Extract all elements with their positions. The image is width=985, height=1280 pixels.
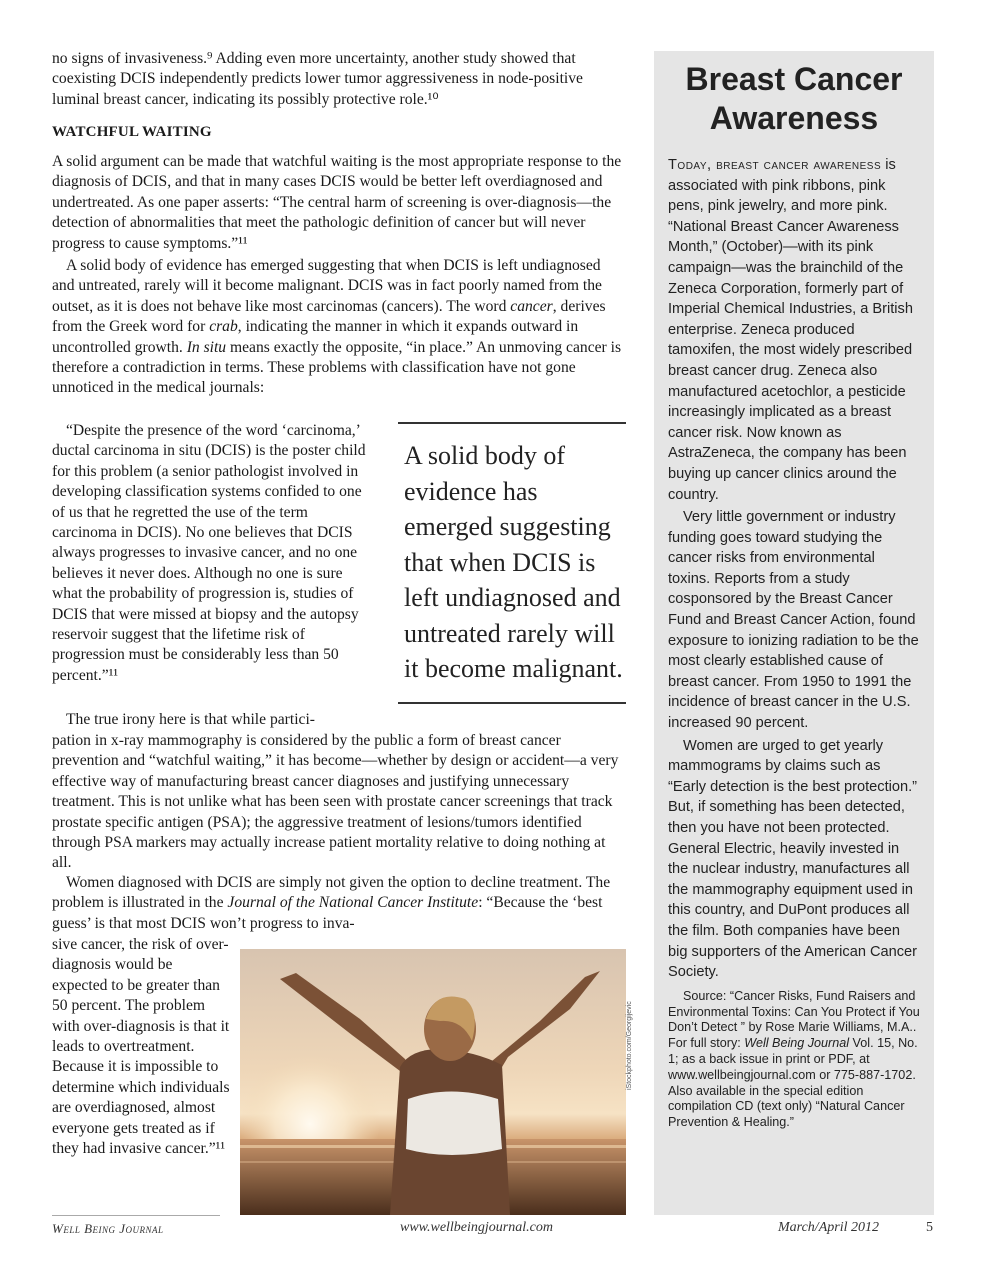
sidebar-title: Breast Cancer Awareness [685, 61, 903, 136]
pull-quote [398, 422, 626, 704]
section-heading: WATCHFUL WAITING [52, 124, 212, 140]
intro-paragraph: no signs of invasiveness.⁹ Adding even more uncertainty, another study showed that coexisting DCIS independently predicts lower tumor aggressiveness in node-positive luminal breast cancer, indicating its possibly protective role.¹⁰ [52, 50, 583, 108]
footer-issue-date: March/April 2012 [778, 1220, 879, 1235]
sidebar-paragraph-2: Very little government or industry funding goes toward studying the cancer risks from environmental toxins. Reports from a study cosponsored by the Breast Cancer Fund and Breast Cancer Action, found exposure to ionizing radiation to be the most clearly established cause of breast cancer. From 1950 to 1991 the incidence of breast cancer in the U.S. increased 90 percent. [668, 509, 919, 732]
paragraph-1: A solid argument can be made that watchful waiting is the most appropriate response to the diagnosis of DCIS, and that in many cases DCIS would be better left overdiagnosed and undertreated. As one paper asserts: “The central harm of screening is over-diagnosis—the detection of abnormalities that meet the pathologic definition of cancer but will never progress to cause symptoms.”¹¹ [52, 153, 622, 252]
paragraph-3-start: The true irony here is that while partici- [66, 711, 315, 728]
paragraph-4-continued: sive cancer, the risk of over-diagnosis would be expected to be greater than 50 percent. The problem with over-diagnosis is that it leads to overtreatment. Because it is impossible to determine which individuals are overdiagnosed, almost everyone gets treated as if they had invasive cancer.”¹¹ [52, 936, 230, 1158]
footer-journal-name: Well Being Journal [52, 1221, 164, 1236]
sidebar-paragraph-3: Women are urged to get yearly mammograms by claims such as “Early detection is the best protection.” But, if something has been detected, then you have not been protected. General Electric, heavily invested in the nuclear industry, manufactures all the mammography equipment used in this country, and DuPont produces all the film. Both companies have been big supporters of the American Cancer Society. [668, 737, 918, 981]
block-quote: “Despite the presence of the word ‘carcinoma,’ ductal carcinoma in situ (DCIS) is the poster child for this problem (a senior pathologist involved in developing classification systems confided to one of us that he regretted the use of the term carcinoma in DCIS). No one believes that DCIS always progresses to invasive cancer, and no one believes it never does. Although no one is sure what the probability of progression is, studies of DCIS that were missed at biopsy and the autopsy reservoir suggest that the lifetime risk of progression must be considerably less than 50 percent.”¹¹ [52, 422, 366, 684]
sidebar-box [654, 51, 934, 1215]
photo-credit: iStockphoto.com/Georgijevic [626, 1001, 633, 1090]
sidebar-source: Source: “Cancer Risks, Fund Raisers and Environmental Toxins: Can You Protect if You Don’t Detect ” by Rose Marie Williams, M.A.. For full story: Well Being Journal Vol. 15, No. 1; as a back issue in print or PDF, at www.wellbeingjournal.com or 775-887-1702. Also available in the special edition compilation CD (text only) “Natural Cancer Prevention & Healing.” [668, 988, 920, 1130]
paragraph-4: Women diagnosed with DCIS are simply not given the option to decline treatment. The problem is illustrated in the Journal of the National Cancer Institute: “Because the ‘best guess’ is that most DCIS won’t progress to inva- [52, 874, 611, 932]
footer-rule [52, 1215, 220, 1216]
pull-quote-text: A solid body of evidence has emerged suggesting that when DCIS is left undiagnosed and untreated rarely will it become malignant. [404, 441, 623, 683]
sunrise-woman-photo [240, 949, 626, 1215]
page-number: 5 [926, 1220, 933, 1235]
italic-in-situ: In situ [186, 338, 227, 356]
footer-url[interactable]: www.wellbeingjournal.com [400, 1220, 553, 1235]
source-journal-title: Well Being Journal [744, 1036, 850, 1051]
paragraph-3: pation in x-ray mammography is considered by the public a form of breast cancer prevention and “watchful waiting,” it has become—whether by design or accident—a very effective way of manufacturing breast cancer diagnoses and justifying unnecessary treatment. This is not unlike what has been seen with prostate cancer screenings that track prostate specific antigen (PSA); the aggressive treatment of lesions/tumors identified through PSA markers may actually increase patient mortality relative to doing nothing at all. [52, 732, 619, 872]
italic-crab: crab [209, 318, 238, 336]
paragraph-2: A solid body of evidence has emerged suggesting that when DCIS is left undiagnosed and untreated, rarely will it become malignant. DCIS was in fact poorly named from the outset, as it is does not behave like most carcinomas (cancers). The word cancer, derives from the Greek word for crab, indicating the manner in which it expands outward in uncontrolled growth. In situ means exactly the opposite, “in place.” An unmoving cancer is therefore a contradiction in terms. These problems with classification have not gone unnoticed in the medical journals: [52, 257, 622, 397]
italic-cancer: cancer [510, 297, 553, 315]
italic-journal-title: Journal of the National Cancer Institute [227, 894, 479, 912]
sidebar-paragraph-1: Today, breast cancer awareness is associated with pink ribbons, pink pens, pink jewelry, and more pink. “National Breast Cancer Awareness Month,” (October)—with its pink campaign—was the brainchild of the Zeneca Corporation, formerly part of Imperial Chemical Industries, a British enterprise. Zeneca produced tamoxifen, the most widely prescribed breast cancer drug. Zeneca also manufactured acetochlor, a pesticide increasingly implicated as a breast cancer risk. Now known as AstraZeneca, the company has been buying up cancer clinics around the country. [668, 157, 913, 503]
sidebar-lead-caps: Today, breast cancer awareness [668, 157, 882, 173]
